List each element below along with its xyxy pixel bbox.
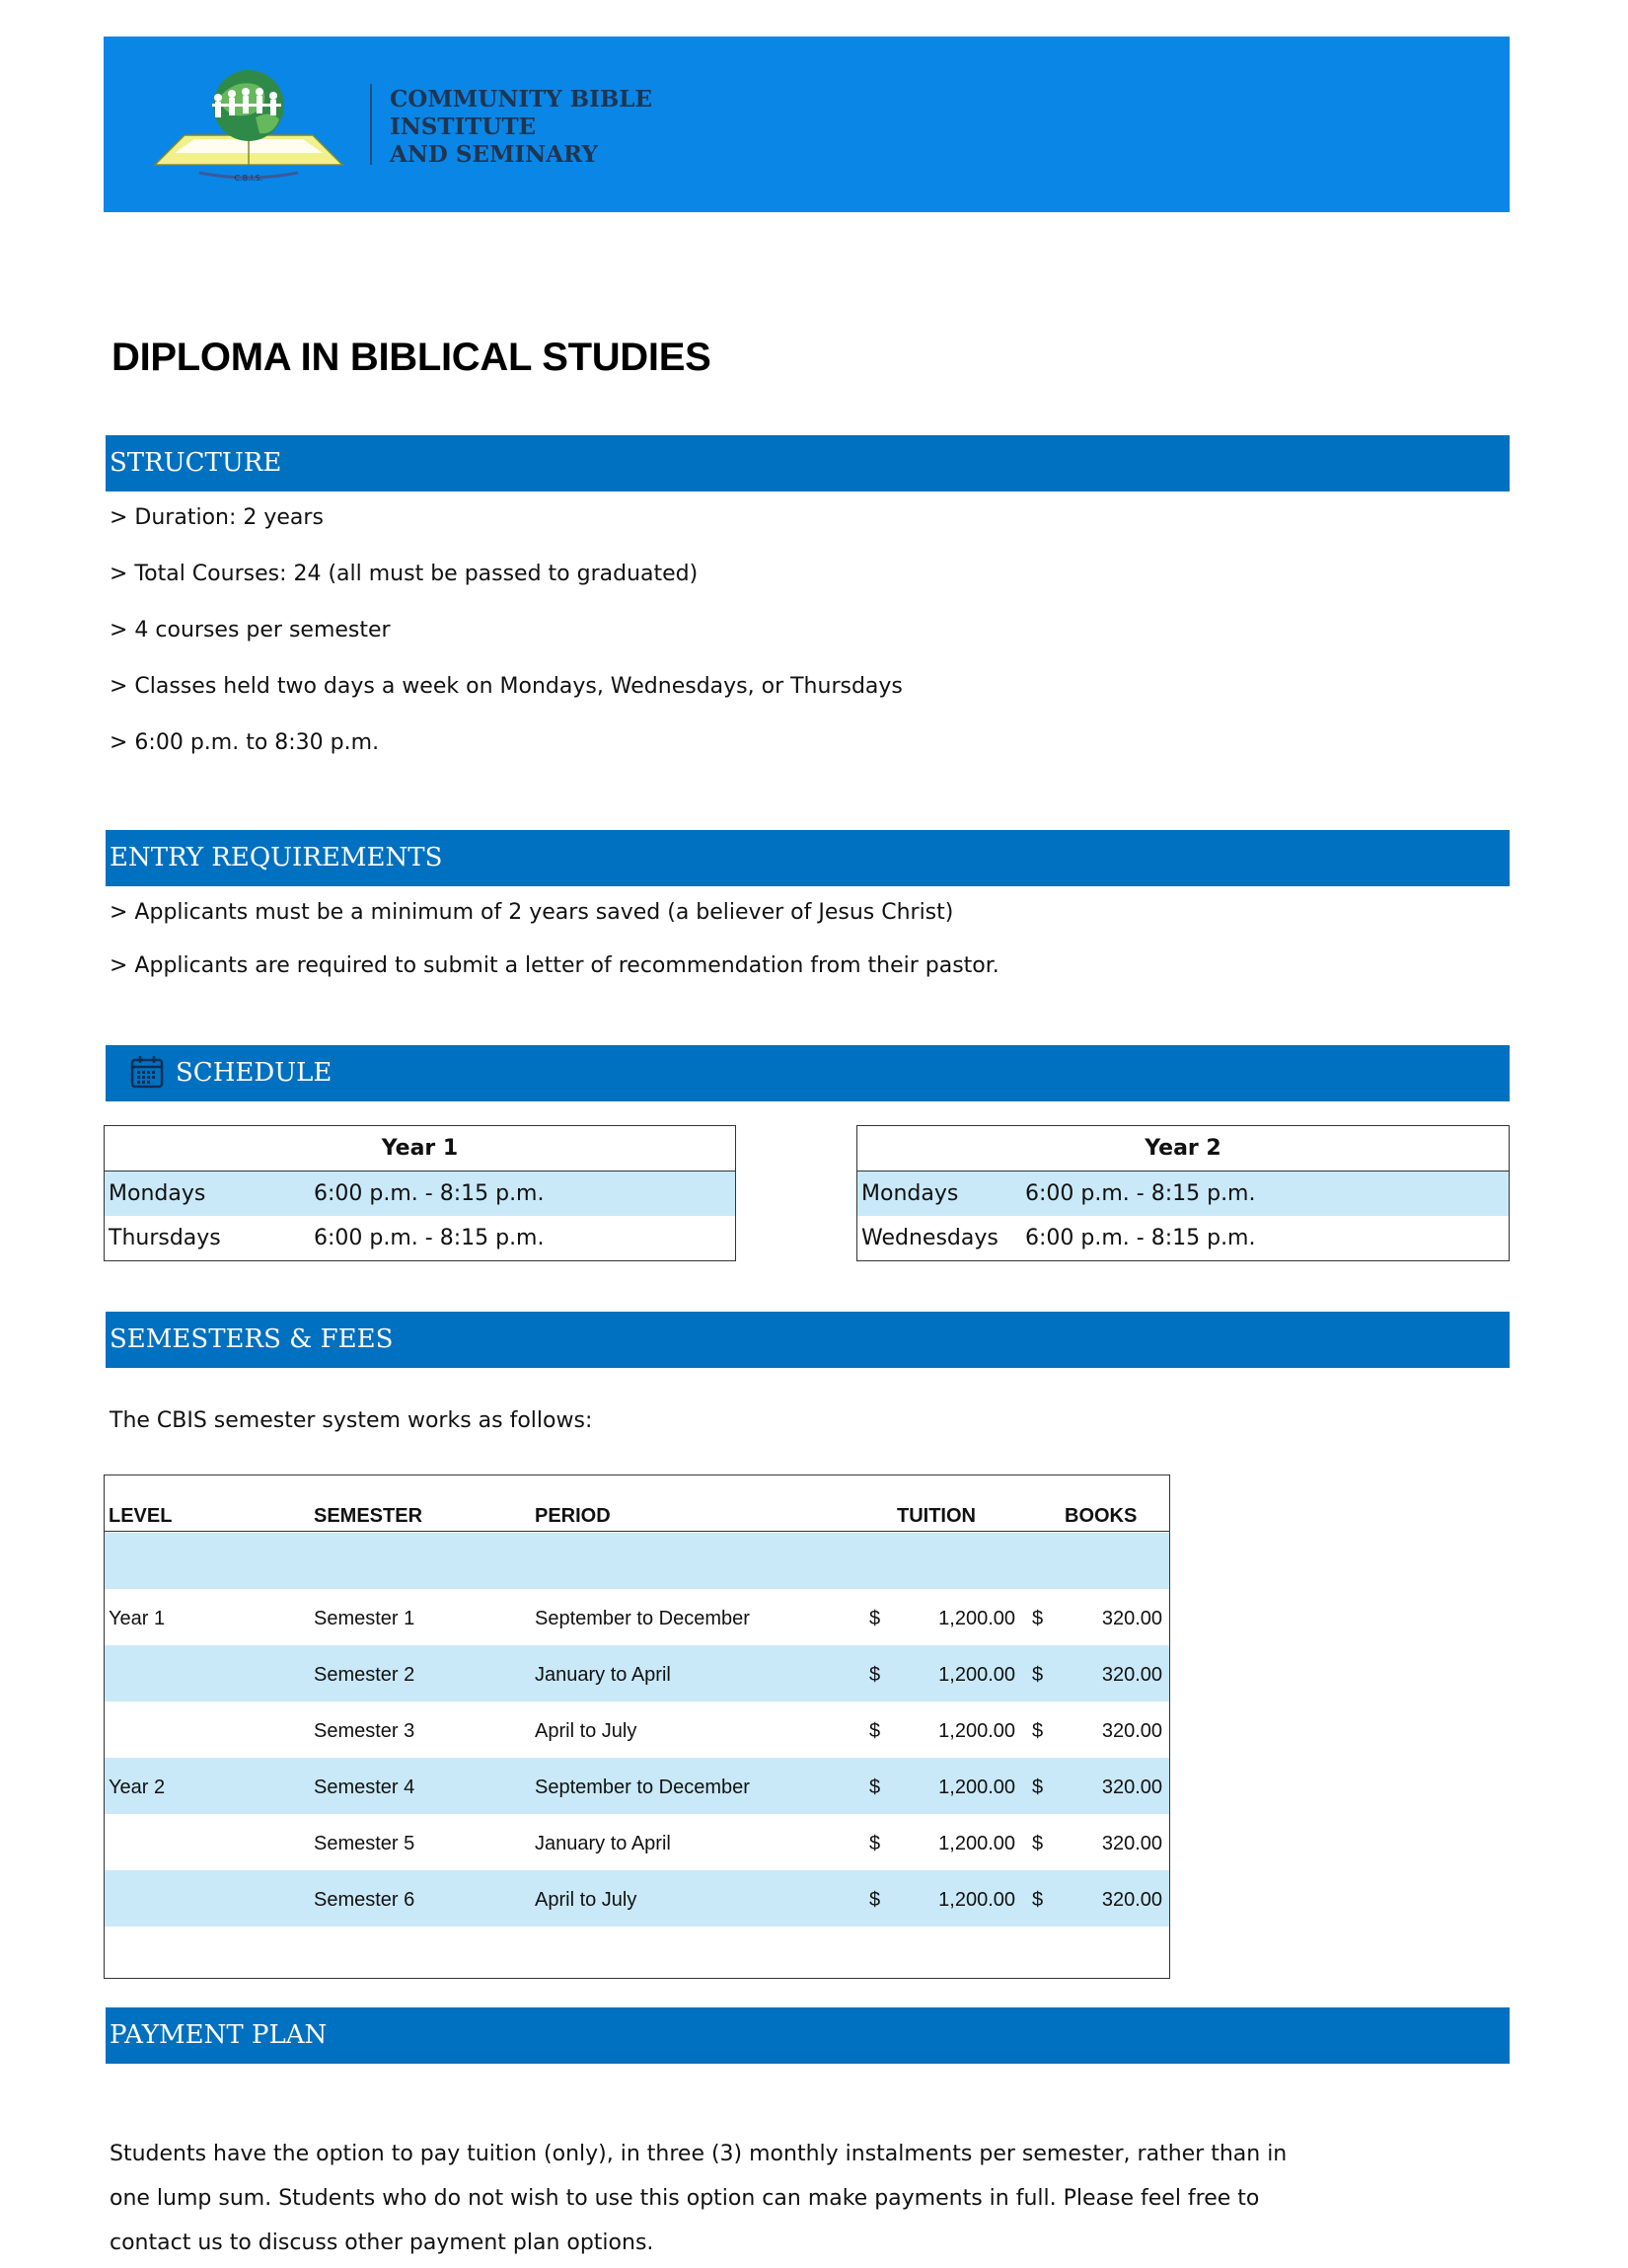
entry-requirements-section-header [106, 830, 1510, 886]
fee-semester: Semester 3 [314, 1720, 415, 1742]
fee-books: 320.00 [1101, 1833, 1162, 1854]
tuition-currency: $ [869, 1889, 881, 1911]
tuition-currency: $ [869, 1833, 881, 1854]
organization-name [390, 86, 652, 169]
table-row [105, 1701, 1169, 1758]
schedule-time: 6:00 p.m. - 8:15 p.m. [1025, 1181, 1256, 1206]
tuition-currency: $ [869, 1608, 881, 1629]
fee-semester: Semester 6 [314, 1889, 415, 1911]
cbis-logo [145, 58, 352, 187]
structure-item-total-courses: > Total Courses: 24 (all must be passed to graduated) [110, 562, 699, 586]
fee-level: Year 2 [109, 1777, 166, 1798]
books-currency: $ [1032, 1833, 1044, 1854]
semesters-fees-heading: SEMESTERS & FEES [110, 1324, 394, 1354]
fee-tuition: 1,200.00 [938, 1664, 1015, 1686]
calendar-icon [130, 1055, 164, 1089]
org-name-line-2: INSTITUTE [390, 113, 537, 140]
table-row [105, 1758, 1169, 1814]
fee-books: 320.00 [1101, 1777, 1162, 1798]
page-title: DIPLOMA IN BIBLICAL STUDIES [111, 336, 711, 379]
fee-period: April to July [535, 1889, 637, 1911]
fee-period: January to April [535, 1664, 671, 1686]
structure-section-header [106, 435, 1510, 491]
entry-requirements-heading: ENTRY REQUIREMENTS [110, 843, 443, 872]
schedule-time: 6:00 p.m. - 8:15 p.m. [314, 1181, 545, 1206]
books-currency: $ [1032, 1889, 1044, 1911]
structure-heading: STRUCTURE [110, 448, 282, 478]
fee-period: January to April [535, 1833, 671, 1854]
table-row [105, 1645, 1169, 1701]
fee-semester: Semester 5 [314, 1833, 415, 1854]
fee-tuition: 1,200.00 [938, 1720, 1015, 1742]
table-row [857, 1172, 1509, 1216]
fees-intro: The CBIS semester system works as follows: [110, 1408, 593, 1433]
table-row [105, 1216, 735, 1260]
payment-plan-line: contact us to discuss other payment plan options. [110, 2230, 654, 2255]
structure-item-class-time: > 6:00 p.m. to 8:30 p.m. [110, 730, 380, 755]
fee-tuition: 1,200.00 [938, 1608, 1015, 1629]
fee-level: Year 1 [109, 1608, 166, 1629]
org-name-line-1: COMMUNITY BIBLE [390, 86, 652, 113]
org-name-line-3: AND SEMINARY [390, 141, 598, 168]
schedule-table-year-2 [856, 1125, 1510, 1261]
schedule-day: Wednesdays [861, 1226, 999, 1250]
fee-period: September to December [535, 1608, 750, 1629]
tuition-currency: $ [869, 1720, 881, 1742]
schedule-time: 6:00 p.m. - 8:15 p.m. [314, 1226, 545, 1250]
books-currency: $ [1032, 1664, 1044, 1686]
fee-semester: Semester 4 [314, 1777, 415, 1798]
header-banner [104, 37, 1510, 212]
logo-caption: C.B.I.S. [234, 174, 263, 183]
structure-item-class-days: > Classes held two days a week on Mondays, Wednesdays, or Thursdays [110, 674, 903, 699]
fee-period: April to July [535, 1720, 637, 1742]
fees-table-header [105, 1475, 1169, 1532]
fee-books: 320.00 [1101, 1889, 1162, 1911]
structure-item-duration: > Duration: 2 years [110, 505, 324, 530]
fee-tuition: 1,200.00 [938, 1889, 1015, 1911]
fees-table-spacer-row [105, 1533, 1169, 1589]
schedule-day: Mondays [861, 1181, 959, 1206]
books-currency: $ [1032, 1777, 1044, 1798]
column-header-semester: SEMESTER [314, 1505, 423, 1527]
column-header-level: LEVEL [109, 1505, 173, 1527]
fee-tuition: 1,200.00 [938, 1777, 1015, 1798]
payment-plan-line: Students have the option to pay tuition (only), in three (3) monthly instalments per semester, rather than in [110, 2142, 1288, 2166]
payment-plan-section-header [106, 2007, 1510, 2064]
books-currency: $ [1032, 1608, 1044, 1629]
payment-plan-line: one lump sum. Students who do not wish to use this option can make payments in full. Please feel free to [110, 2186, 1260, 2211]
column-header-books: BOOKS [1065, 1505, 1138, 1527]
schedule-day: Thursdays [109, 1226, 221, 1250]
schedule-day: Mondays [109, 1181, 206, 1206]
schedule-time: 6:00 p.m. - 8:15 p.m. [1025, 1226, 1256, 1250]
table-row [105, 1870, 1169, 1927]
structure-item-courses-per-semester: > 4 courses per semester [110, 618, 391, 643]
fee-tuition: 1,200.00 [938, 1833, 1015, 1854]
fee-books: 320.00 [1101, 1720, 1162, 1742]
fee-books: 320.00 [1101, 1664, 1162, 1686]
payment-plan-heading: PAYMENT PLAN [110, 2020, 328, 2050]
entry-requirement-item: > Applicants must be a minimum of 2 years saved (a believer of Jesus Christ) [110, 900, 954, 925]
books-currency: $ [1032, 1720, 1044, 1742]
fee-period: September to December [535, 1777, 750, 1798]
fee-semester: Semester 1 [314, 1608, 415, 1629]
schedule-section-header [106, 1045, 1510, 1101]
table-row [105, 1589, 1169, 1645]
fees-table [104, 1474, 1170, 1979]
schedule-year-1-title: Year 1 [105, 1126, 735, 1172]
table-row [857, 1216, 1509, 1260]
table-row [105, 1172, 735, 1216]
table-row [105, 1814, 1169, 1870]
entry-requirement-item: > Applicants are required to submit a letter of recommendation from their pastor. [110, 953, 999, 978]
column-header-tuition: TUITION [897, 1505, 976, 1527]
schedule-table-year-1 [104, 1125, 736, 1261]
tuition-currency: $ [869, 1664, 881, 1686]
logo-divider [370, 84, 372, 165]
semesters-fees-section-header [106, 1312, 1510, 1368]
tuition-currency: $ [869, 1777, 881, 1798]
schedule-year-2-title: Year 2 [857, 1126, 1509, 1172]
schedule-heading: SCHEDULE [176, 1058, 333, 1088]
fee-books: 320.00 [1101, 1608, 1162, 1629]
fee-semester: Semester 2 [314, 1664, 415, 1686]
column-header-period: PERIOD [535, 1505, 611, 1527]
